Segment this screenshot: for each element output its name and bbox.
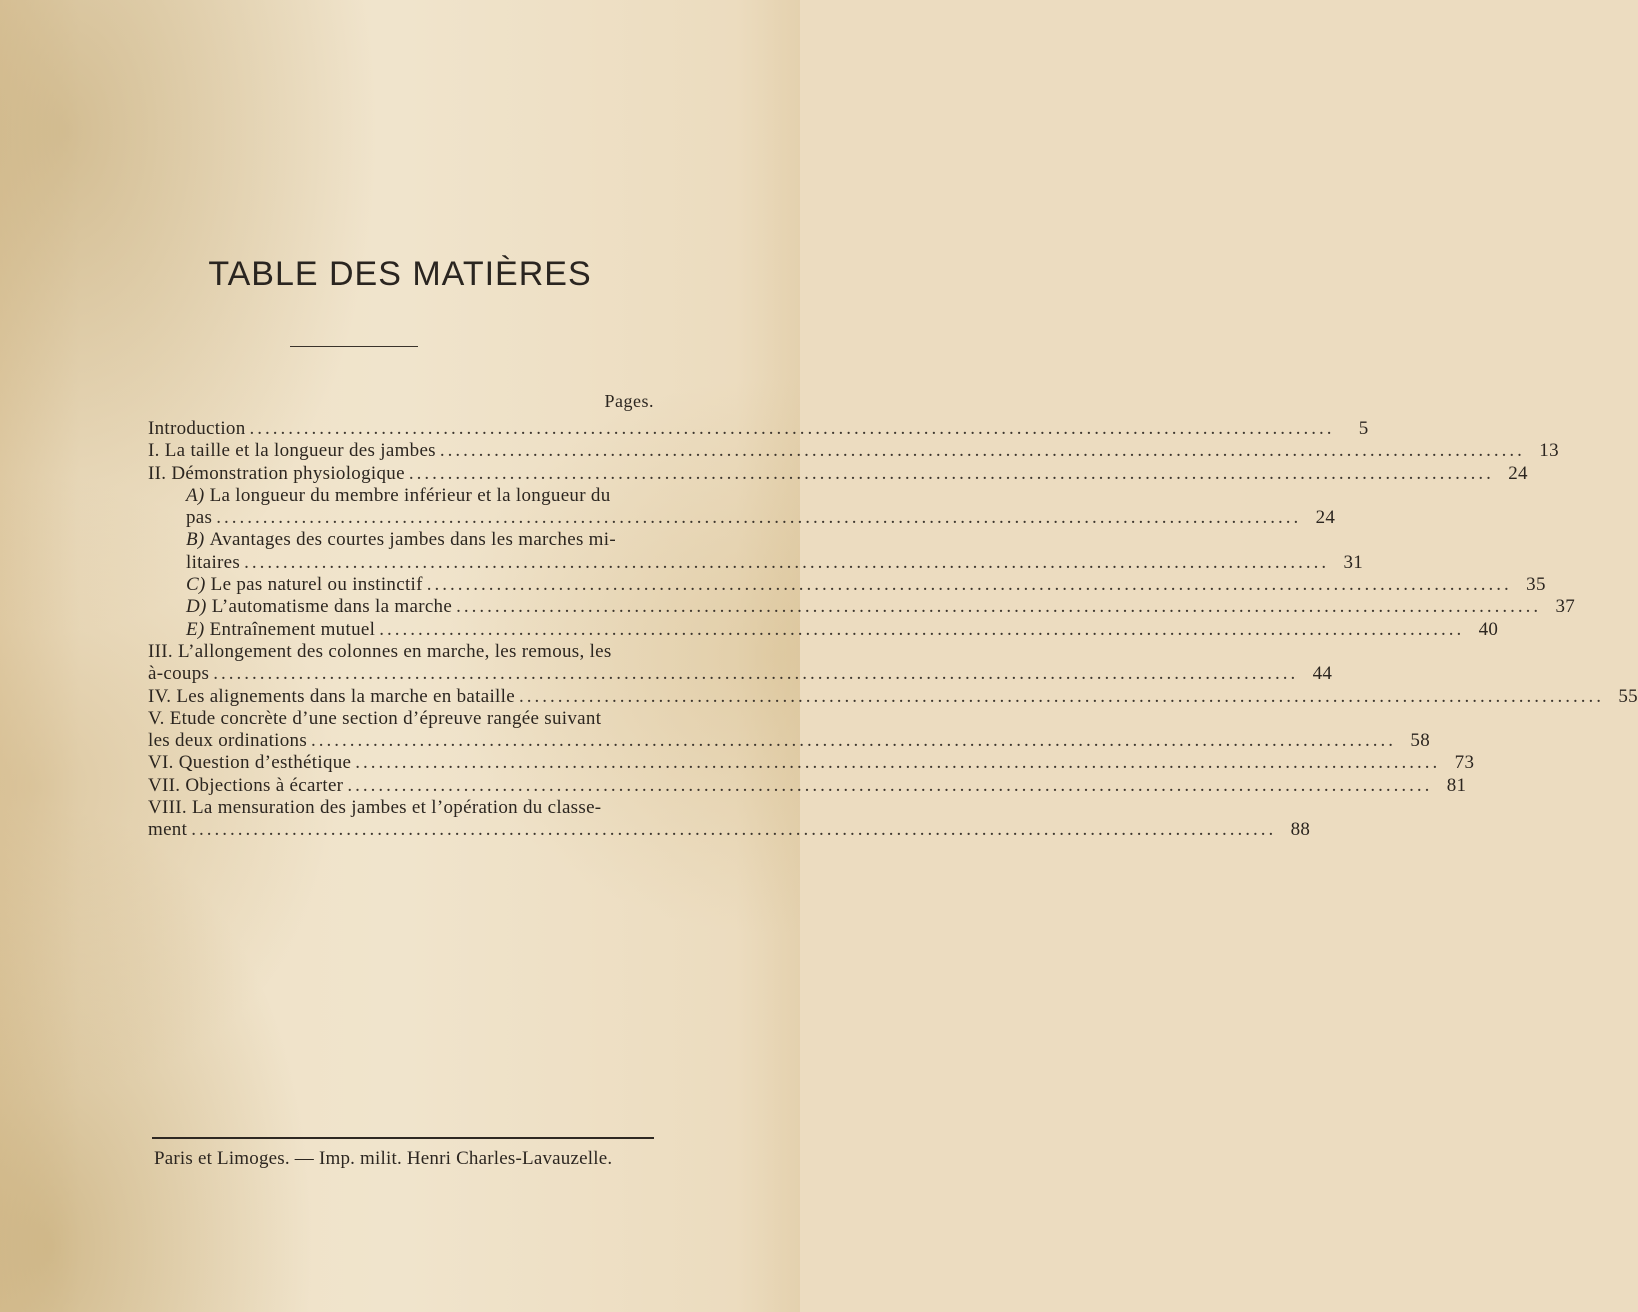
toc-entry [148,484,1336,530]
entry-title-line: ment [148,819,188,841]
page-number: 5 [1358,418,1369,439]
page-number: 58 [1410,730,1431,752]
pages-column-label: Pages. [604,391,654,411]
entry-title-line: Objections à écarter [185,774,344,796]
dot-leader: ............................................................................................................................................ [191,819,1277,841]
chapter-number: I. [148,440,160,462]
entry-title-line: L’automatisme dans la marche [211,596,453,618]
chapter-number: V. [148,707,165,729]
entry-title-line: litaires [186,551,241,573]
dot-leader: ............................................................................................................................................ [249,418,1335,439]
dot-leader: ............................................................................................................................................ [426,574,1512,596]
page-number: 88 [1290,819,1311,841]
toc-entry [148,618,1499,641]
entry-title-line: La taille et la longueur des jambes [164,440,436,462]
section-letter: C) [186,574,206,596]
section-letter: A) [186,484,205,506]
section-letter: B) [186,529,205,551]
toc-entry [148,797,1311,842]
page-number: 73 [1454,752,1475,774]
entry-title-line: La mensuration des jambes et l’opération du classe- [192,797,602,819]
dot-leader: ............................................................................................................................................ [213,663,1299,685]
dot-leader: ............................................................................................................................................ [439,440,1525,462]
toc-entry [148,418,1369,440]
dot-leader: ............................................................................................................................................ [355,752,1441,774]
toc-entry [148,440,1559,462]
page-number: 24 [1315,507,1336,529]
entry-title-line: Etude concrète d’une section d’épreuve rangée suivant [169,707,602,729]
entry-title-line: Avantages des courtes jambes dans les marches mi- [209,529,616,551]
dot-leader: ............................................................................................................................................ [216,507,1302,529]
entry-title-line: Question d’esthétique [178,752,352,774]
entry-title-line: à-coups [148,663,210,685]
printer-imprint: Paris et Limoges. — Imp. milit. Henri Charles-Lavauzelle. [154,1148,613,1169]
entry-title-line: Démonstration physiologique [171,462,405,484]
dot-leader: ............................................................................................................................................ [408,462,1494,484]
toc-entry [148,685,1638,708]
chapter-number: VIII. [148,797,187,819]
chapter-number: III. [148,640,173,662]
dot-leader: ............................................................................................................................................ [244,551,1330,573]
entry-title-line: La longueur du membre inférieur et la longueur du [209,484,611,506]
entry-title-line: Les alignements dans la marche en bataille [176,685,515,707]
section-letter: D) [186,596,207,618]
entry-title-line: les deux ordinations [148,730,308,752]
dot-leader: ............................................................................................................................................ [379,618,1465,640]
page-number: 35 [1526,574,1546,596]
page-number: 44 [1312,663,1333,685]
toc-entry [148,752,1475,774]
page-title: TABLE DES MATIÈRES [208,255,592,293]
toc-entry [148,574,1546,596]
toc-entry [148,774,1467,797]
chapter-number: IV. [148,685,172,707]
table-of-contents [148,418,1638,842]
page-number: 24 [1508,462,1528,484]
toc-entry [148,640,1333,686]
page-number: 55 [1618,685,1638,707]
footer-rule [152,1137,654,1139]
entry-title-line: Introduction [148,418,246,439]
section-letter: E) [186,618,205,640]
dot-leader: ............................................................................................................................................ [518,685,1604,707]
page-number: 31 [1343,551,1364,573]
chapter-number: VI. [148,752,174,774]
page-number: 37 [1555,596,1576,618]
toc-entry [148,462,1528,485]
dot-leader: ............................................................................................................................................ [456,596,1542,618]
toc-entry [148,529,1364,574]
entry-title-line: L’allongement des colonnes en marche, les remous, les [178,640,612,662]
page-number: 40 [1478,618,1499,640]
page-number: 13 [1539,440,1559,462]
chapter-number: II. [148,462,167,484]
chapter-number: VII. [148,774,181,796]
title-rule [290,346,418,347]
toc-entry [148,707,1431,753]
dot-leader: ............................................................................................................................................ [311,730,1397,752]
dot-leader: ............................................................................................................................................ [347,774,1433,796]
toc-entry [148,596,1576,618]
page-number: 81 [1446,774,1467,796]
entry-title-line: Le pas naturel ou instinctif [210,574,423,596]
entry-title-line: Entraînement mutuel [209,618,376,640]
entry-title-line: pas [186,507,213,529]
